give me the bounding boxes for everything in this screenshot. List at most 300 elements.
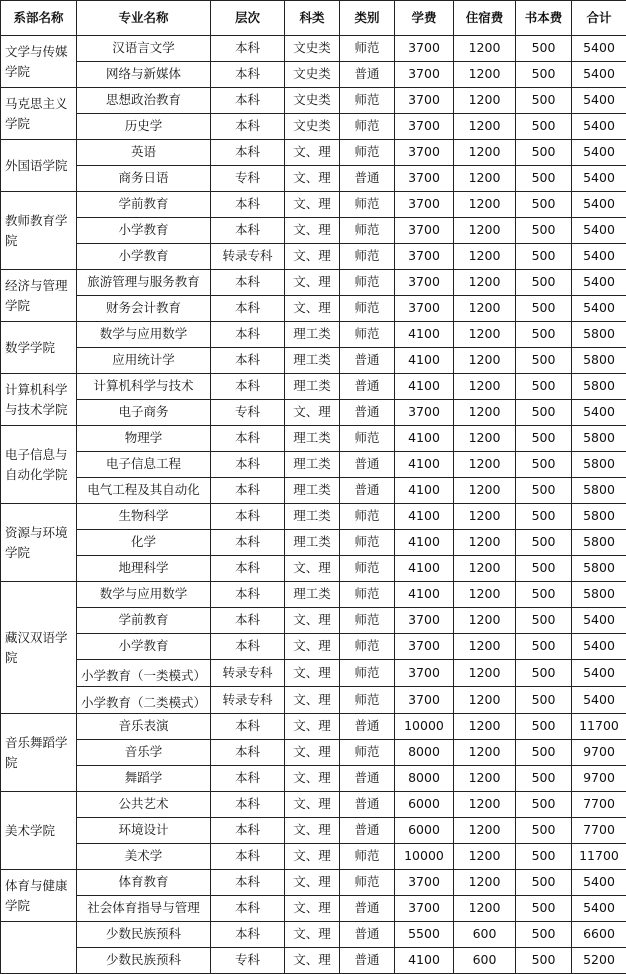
major-cell: 小学教育 <box>77 218 211 244</box>
table-row <box>1 556 626 582</box>
total-cell: 5800 <box>572 322 626 348</box>
subject-cell: 文、理 <box>285 400 340 426</box>
tuition-cell: 3700 <box>395 870 454 896</box>
table-row <box>1 766 626 792</box>
table-row <box>1 192 626 218</box>
dorm-fee-cell: 1200 <box>454 818 516 844</box>
total-cell: 5400 <box>572 244 626 270</box>
level-cell: 本科 <box>211 192 285 218</box>
level-cell: 专科 <box>211 948 285 974</box>
category-cell: 师范 <box>340 296 395 322</box>
subject-cell: 理工类 <box>285 374 340 400</box>
tuition-cell: 3700 <box>395 660 454 687</box>
book-fee-cell: 500 <box>516 478 572 504</box>
book-fee-cell: 500 <box>516 714 572 740</box>
table-row <box>1 114 626 140</box>
major-cell: 历史学 <box>77 114 211 140</box>
tuition-cell: 6000 <box>395 818 454 844</box>
table-row <box>1 322 626 348</box>
tuition-cell: 4100 <box>395 948 454 974</box>
tuition-cell: 4100 <box>395 348 454 374</box>
book-fee-cell: 500 <box>516 244 572 270</box>
total-cell: 5400 <box>572 166 626 192</box>
subject-cell: 文、理 <box>285 556 340 582</box>
book-fee-cell: 500 <box>516 660 572 687</box>
table-row <box>1 478 626 504</box>
subject-cell: 理工类 <box>285 582 340 608</box>
dorm-fee-cell: 1200 <box>454 896 516 922</box>
book-fee-cell: 500 <box>516 844 572 870</box>
subject-cell: 理工类 <box>285 322 340 348</box>
dorm-fee-cell: 1200 <box>454 36 516 62</box>
dorm-fee-cell: 600 <box>454 922 516 948</box>
level-cell: 本科 <box>211 634 285 660</box>
tuition-cell: 4100 <box>395 504 454 530</box>
book-fee-cell: 500 <box>516 582 572 608</box>
tuition-cell: 3700 <box>395 166 454 192</box>
book-fee-cell: 500 <box>516 88 572 114</box>
dorm-fee-cell: 1200 <box>454 400 516 426</box>
major-cell: 汉语言文学 <box>77 36 211 62</box>
department-name: 马克思主义学院 <box>1 88 77 140</box>
book-fee-cell: 500 <box>516 896 572 922</box>
book-fee-cell: 500 <box>516 870 572 896</box>
category-cell: 师范 <box>340 530 395 556</box>
dorm-fee-cell: 1200 <box>454 634 516 660</box>
category-cell: 普通 <box>340 62 395 88</box>
major-cell: 思想政治教育 <box>77 88 211 114</box>
major-cell: 数学与应用数学 <box>77 582 211 608</box>
level-cell: 本科 <box>211 114 285 140</box>
major-cell: 公共艺术 <box>77 792 211 818</box>
tuition-cell: 3700 <box>395 634 454 660</box>
book-fee-cell: 500 <box>516 922 572 948</box>
department-name: 音乐舞蹈学院 <box>1 714 77 792</box>
major-cell: 环境设计 <box>77 818 211 844</box>
category-cell: 师范 <box>340 608 395 634</box>
category-cell: 师范 <box>340 844 395 870</box>
major-cell: 电气工程及其自动化 <box>77 478 211 504</box>
subject-cell: 文、理 <box>285 870 340 896</box>
table-row <box>1 844 626 870</box>
table-row <box>1 504 626 530</box>
subject-cell: 文、理 <box>285 818 340 844</box>
major-cell: 电子商务 <box>77 400 211 426</box>
category-cell: 普通 <box>340 766 395 792</box>
subject-cell: 理工类 <box>285 426 340 452</box>
table-row <box>1 88 626 114</box>
major-cell <box>77 660 211 687</box>
level-cell: 转录专科 <box>211 660 285 687</box>
category-cell: 师范 <box>340 88 395 114</box>
tuition-cell: 3700 <box>395 244 454 270</box>
subject-cell: 文、理 <box>285 687 340 714</box>
table-row <box>1 62 626 88</box>
table-row <box>1 714 626 740</box>
dorm-fee-cell: 1200 <box>454 88 516 114</box>
subject-cell: 理工类 <box>285 530 340 556</box>
level-cell: 本科 <box>211 740 285 766</box>
major-cell: 学前教育 <box>77 608 211 634</box>
book-fee-cell: 500 <box>516 140 572 166</box>
dorm-fee-cell: 1200 <box>454 166 516 192</box>
table-row <box>1 348 626 374</box>
major-cell: 小学教育 <box>77 634 211 660</box>
category-cell: 师范 <box>340 687 395 714</box>
subject-cell: 理工类 <box>285 348 340 374</box>
department-name: 电子信息与自动化学院 <box>1 426 77 504</box>
level-cell: 本科 <box>211 608 285 634</box>
table-row <box>1 166 626 192</box>
tuition-cell: 10000 <box>395 844 454 870</box>
level-cell: 本科 <box>211 792 285 818</box>
book-fee-cell: 500 <box>516 270 572 296</box>
category-cell: 师范 <box>340 740 395 766</box>
header-total: 合计 <box>572 1 626 36</box>
table-row <box>1 36 626 62</box>
tuition-cell: 5500 <box>395 922 454 948</box>
total-cell: 11700 <box>572 844 626 870</box>
book-fee-cell: 500 <box>516 740 572 766</box>
level-cell: 本科 <box>211 530 285 556</box>
category-cell: 师范 <box>340 634 395 660</box>
header-dept: 系部名称 <box>1 1 77 36</box>
level-cell: 本科 <box>211 766 285 792</box>
major-cell: 少数民族预科 <box>77 922 211 948</box>
total-cell: 7700 <box>572 792 626 818</box>
total-cell: 5800 <box>572 582 626 608</box>
department-name: 文学与传媒学院 <box>1 36 77 88</box>
category-cell: 普通 <box>340 452 395 478</box>
dorm-fee-cell: 1200 <box>454 714 516 740</box>
dorm-fee-cell: 1200 <box>454 530 516 556</box>
level-cell: 本科 <box>211 556 285 582</box>
book-fee-cell: 500 <box>516 792 572 818</box>
total-cell: 5800 <box>572 556 626 582</box>
department-name: 教师教育学院 <box>1 192 77 270</box>
category-cell: 师范 <box>340 114 395 140</box>
dorm-fee-cell: 1200 <box>454 348 516 374</box>
department-name: 资源与环境学院 <box>1 504 77 582</box>
dorm-fee-cell: 1200 <box>454 660 516 687</box>
dorm-fee-cell: 1200 <box>454 374 516 400</box>
total-cell: 7700 <box>572 818 626 844</box>
major-cell: 舞蹈学 <box>77 766 211 792</box>
category-cell: 师范 <box>340 244 395 270</box>
subject-cell: 理工类 <box>285 452 340 478</box>
level-cell: 本科 <box>211 348 285 374</box>
fee-table-body <box>1 36 626 974</box>
level-cell: 转录专科 <box>211 687 285 714</box>
dorm-fee-cell: 1200 <box>454 322 516 348</box>
total-cell: 5800 <box>572 478 626 504</box>
level-cell: 本科 <box>211 140 285 166</box>
tuition-cell: 4100 <box>395 556 454 582</box>
dorm-fee-cell: 1200 <box>454 582 516 608</box>
total-cell: 5400 <box>572 400 626 426</box>
dorm-fee-cell: 1200 <box>454 608 516 634</box>
tuition-cell: 3700 <box>395 296 454 322</box>
table-row <box>1 818 626 844</box>
total-cell: 5800 <box>572 348 626 374</box>
tuition-cell: 3700 <box>395 192 454 218</box>
dorm-fee-cell: 1200 <box>454 296 516 322</box>
level-cell: 本科 <box>211 818 285 844</box>
total-cell: 5400 <box>572 270 626 296</box>
table-row <box>1 296 626 322</box>
major-cell: 音乐表演 <box>77 714 211 740</box>
category-cell: 师范 <box>340 660 395 687</box>
book-fee-cell: 500 <box>516 530 572 556</box>
header-dorm-fee: 住宿费 <box>454 1 516 36</box>
dorm-fee-cell: 1200 <box>454 114 516 140</box>
total-cell: 6600 <box>572 922 626 948</box>
total-cell: 5800 <box>572 504 626 530</box>
tuition-cell: 3700 <box>395 140 454 166</box>
level-cell: 本科 <box>211 582 285 608</box>
dorm-fee-cell: 1200 <box>454 504 516 530</box>
table-row <box>1 792 626 818</box>
dorm-fee-cell: 1200 <box>454 792 516 818</box>
major-cell: 体育教育 <box>77 870 211 896</box>
subject-cell: 文史类 <box>285 62 340 88</box>
major-cell: 计算机科学与技术 <box>77 374 211 400</box>
level-cell: 专科 <box>211 166 285 192</box>
total-cell: 5400 <box>572 870 626 896</box>
department-name: 体育与健康学院 <box>1 870 77 922</box>
category-cell: 师范 <box>340 504 395 530</box>
level-cell: 本科 <box>211 62 285 88</box>
major-cell: 地理科学 <box>77 556 211 582</box>
header-category: 类别 <box>340 1 395 36</box>
category-cell: 普通 <box>340 714 395 740</box>
level-cell: 转录专科 <box>211 244 285 270</box>
total-cell: 5400 <box>572 140 626 166</box>
level-cell: 本科 <box>211 322 285 348</box>
category-cell: 普通 <box>340 792 395 818</box>
book-fee-cell: 500 <box>516 400 572 426</box>
level-cell: 本科 <box>211 504 285 530</box>
level-cell: 本科 <box>211 218 285 244</box>
table-row <box>1 740 626 766</box>
total-cell: 5400 <box>572 896 626 922</box>
table-row <box>1 870 626 896</box>
subject-cell: 文、理 <box>285 948 340 974</box>
tuition-cell: 3700 <box>395 896 454 922</box>
book-fee-cell: 500 <box>516 218 572 244</box>
table-row <box>1 244 626 270</box>
category-cell: 普通 <box>340 478 395 504</box>
major-cell: 学前教育 <box>77 192 211 218</box>
subject-cell: 文、理 <box>285 192 340 218</box>
header-row <box>1 1 626 36</box>
subject-cell: 文、理 <box>285 244 340 270</box>
level-cell: 本科 <box>211 844 285 870</box>
tuition-cell: 4100 <box>395 582 454 608</box>
department-name: 计算机科学与技术学院 <box>1 374 77 426</box>
table-row <box>1 948 626 974</box>
table-row <box>1 426 626 452</box>
table-row <box>1 374 626 400</box>
total-cell: 11700 <box>572 714 626 740</box>
category-cell: 师范 <box>340 870 395 896</box>
tuition-cell: 3700 <box>395 36 454 62</box>
subject-cell: 文、理 <box>285 218 340 244</box>
level-cell: 本科 <box>211 896 285 922</box>
major-cell: 社会体育指导与管理 <box>77 896 211 922</box>
dorm-fee-cell: 1200 <box>454 426 516 452</box>
tuition-cell: 3700 <box>395 88 454 114</box>
total-cell: 5400 <box>572 634 626 660</box>
subject-cell: 文、理 <box>285 714 340 740</box>
level-cell: 本科 <box>211 296 285 322</box>
subject-cell: 文、理 <box>285 296 340 322</box>
header-book-fee: 书本费 <box>516 1 572 36</box>
dorm-fee-cell: 1200 <box>454 62 516 88</box>
subject-cell: 文、理 <box>285 634 340 660</box>
dorm-fee-cell: 1200 <box>454 844 516 870</box>
total-cell: 5800 <box>572 452 626 478</box>
level-cell: 本科 <box>211 452 285 478</box>
book-fee-cell: 500 <box>516 687 572 714</box>
book-fee-cell: 500 <box>516 114 572 140</box>
tuition-cell: 3700 <box>395 270 454 296</box>
table-row <box>1 218 626 244</box>
tuition-cell: 6000 <box>395 792 454 818</box>
total-cell: 5400 <box>572 218 626 244</box>
table-row <box>1 582 626 608</box>
level-cell: 本科 <box>211 478 285 504</box>
level-cell: 本科 <box>211 714 285 740</box>
table-row <box>1 896 626 922</box>
dorm-fee-cell: 1200 <box>454 556 516 582</box>
major-cell <box>77 687 211 714</box>
category-cell: 师范 <box>340 582 395 608</box>
book-fee-cell: 500 <box>516 192 572 218</box>
book-fee-cell: 500 <box>516 818 572 844</box>
dorm-fee-cell: 1200 <box>454 870 516 896</box>
tuition-cell: 4100 <box>395 374 454 400</box>
book-fee-cell: 500 <box>516 948 572 974</box>
dorm-fee-cell: 1200 <box>454 218 516 244</box>
major-cell: 数学与应用数学 <box>77 322 211 348</box>
tuition-cell: 3700 <box>395 218 454 244</box>
book-fee-cell: 500 <box>516 766 572 792</box>
major-cell: 小学教育 <box>77 244 211 270</box>
category-cell: 普通 <box>340 166 395 192</box>
subject-cell: 文、理 <box>285 140 340 166</box>
major-name-text: 小学教育（一类模式） <box>77 660 210 686</box>
tuition-cell: 10000 <box>395 714 454 740</box>
category-cell: 师范 <box>340 192 395 218</box>
total-cell: 5800 <box>572 374 626 400</box>
subject-cell: 文、理 <box>285 608 340 634</box>
table-row <box>1 530 626 556</box>
dorm-fee-cell: 1200 <box>454 478 516 504</box>
book-fee-cell: 500 <box>516 36 572 62</box>
book-fee-cell: 500 <box>516 608 572 634</box>
subject-cell: 文、理 <box>285 270 340 296</box>
category-cell: 普通 <box>340 896 395 922</box>
subject-cell: 理工类 <box>285 478 340 504</box>
category-cell: 师范 <box>340 270 395 296</box>
table-row <box>1 634 626 660</box>
dorm-fee-cell: 1200 <box>454 740 516 766</box>
table-row <box>1 270 626 296</box>
major-cell: 旅游管理与服务教育 <box>77 270 211 296</box>
book-fee-cell: 500 <box>516 348 572 374</box>
level-cell: 本科 <box>211 270 285 296</box>
category-cell: 普通 <box>340 818 395 844</box>
level-cell: 本科 <box>211 88 285 114</box>
tuition-cell: 3700 <box>395 62 454 88</box>
table-row <box>1 660 626 687</box>
subject-cell: 文史类 <box>285 36 340 62</box>
major-cell: 商务日语 <box>77 166 211 192</box>
level-cell: 本科 <box>211 870 285 896</box>
department-name: 外国语学院 <box>1 140 77 192</box>
total-cell: 5800 <box>572 426 626 452</box>
total-cell: 5400 <box>572 296 626 322</box>
subject-cell: 文、理 <box>285 766 340 792</box>
book-fee-cell: 500 <box>516 452 572 478</box>
category-cell: 普通 <box>340 948 395 974</box>
tuition-cell: 4100 <box>395 478 454 504</box>
dorm-fee-cell: 1200 <box>454 766 516 792</box>
tuition-cell: 4100 <box>395 322 454 348</box>
book-fee-cell: 500 <box>516 296 572 322</box>
category-cell: 师范 <box>340 140 395 166</box>
subject-cell: 文史类 <box>285 88 340 114</box>
header-major: 专业名称 <box>77 1 211 36</box>
table-row <box>1 452 626 478</box>
dorm-fee-cell: 1200 <box>454 244 516 270</box>
tuition-cell: 8000 <box>395 740 454 766</box>
dorm-fee-cell: 1200 <box>454 192 516 218</box>
table-row <box>1 922 626 948</box>
category-cell: 师范 <box>340 218 395 244</box>
header-tuition: 学费 <box>395 1 454 36</box>
book-fee-cell: 500 <box>516 634 572 660</box>
category-cell: 师范 <box>340 36 395 62</box>
total-cell: 5400 <box>572 114 626 140</box>
total-cell: 5400 <box>572 687 626 714</box>
level-cell: 本科 <box>211 426 285 452</box>
tuition-cell: 3700 <box>395 114 454 140</box>
total-cell: 5400 <box>572 192 626 218</box>
table-row <box>1 608 626 634</box>
dorm-fee-cell: 1200 <box>454 140 516 166</box>
table-row <box>1 400 626 426</box>
total-cell: 5400 <box>572 62 626 88</box>
major-cell: 生物科学 <box>77 504 211 530</box>
department-name <box>1 922 77 974</box>
dorm-fee-cell: 1200 <box>454 452 516 478</box>
subject-cell: 文、理 <box>285 922 340 948</box>
total-cell: 9700 <box>572 740 626 766</box>
major-cell: 物理学 <box>77 426 211 452</box>
subject-cell: 理工类 <box>285 504 340 530</box>
major-cell: 美术学 <box>77 844 211 870</box>
subject-cell: 文、理 <box>285 166 340 192</box>
total-cell: 5200 <box>572 948 626 974</box>
level-cell: 本科 <box>211 36 285 62</box>
level-cell: 专科 <box>211 400 285 426</box>
dorm-fee-cell: 1200 <box>454 687 516 714</box>
tuition-cell: 4100 <box>395 452 454 478</box>
total-cell: 5400 <box>572 88 626 114</box>
department-name: 美术学院 <box>1 792 77 870</box>
